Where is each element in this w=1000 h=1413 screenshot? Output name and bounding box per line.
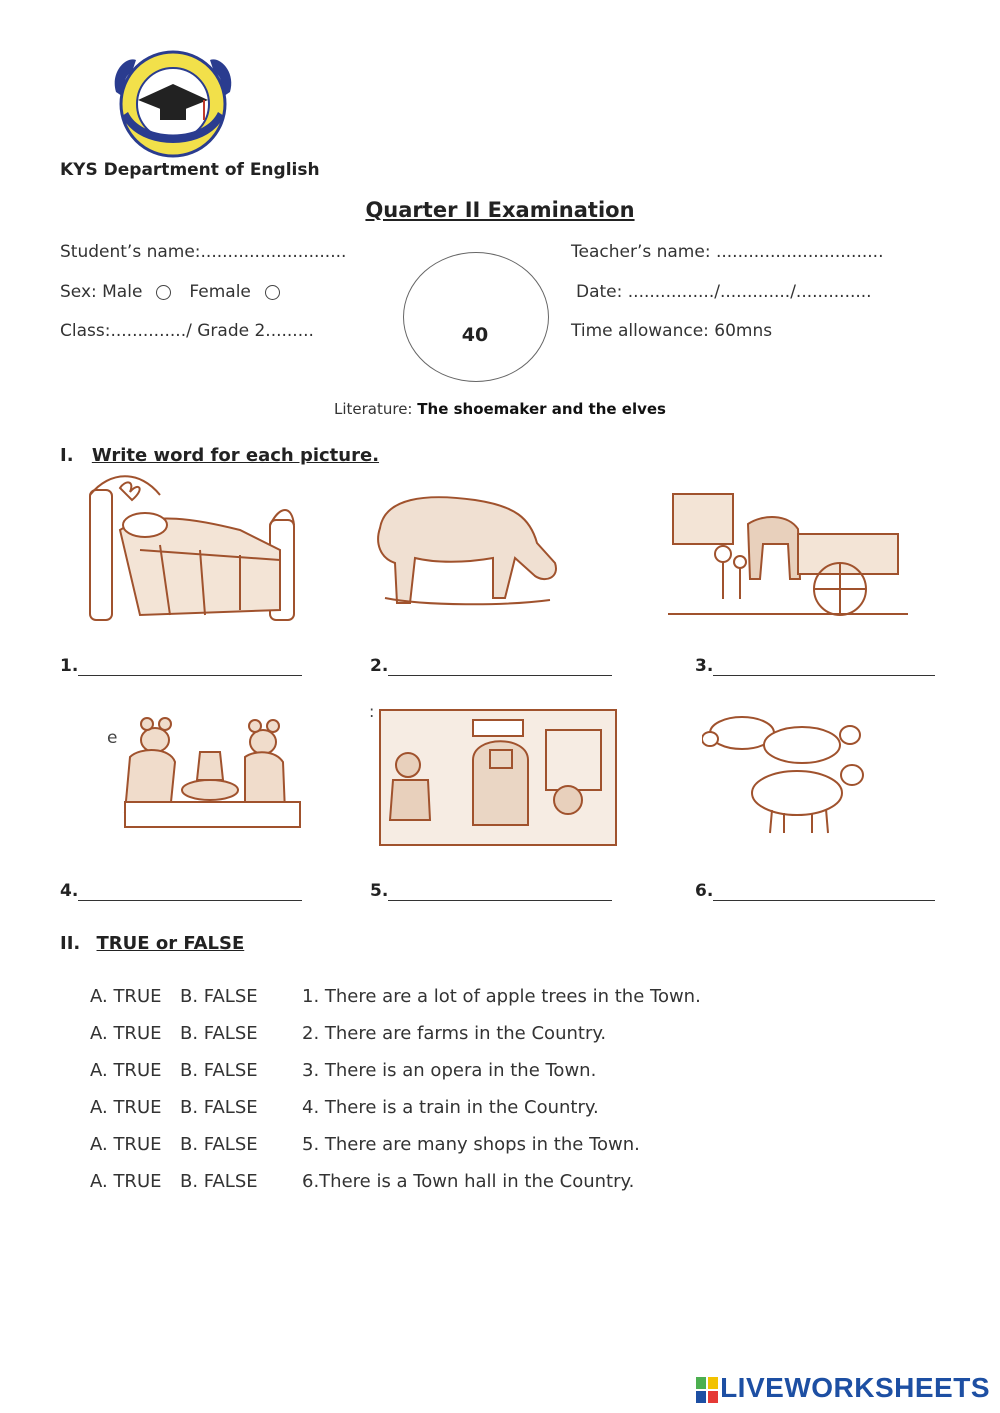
sex-male-label: Sex: Male [60,282,143,302]
section-1-number: I. [60,445,74,466]
answer-5[interactable] [370,881,612,901]
answer-2-number: 2. [370,656,389,676]
mice-eating-picture [85,712,335,842]
liveworksheets-text: LIVEWORKSHEETS [720,1372,990,1403]
tf-row-4 [90,1097,599,1118]
horse-cart-picture [668,484,908,624]
option-true[interactable]: A. TRUE [90,1023,162,1044]
sex-field [60,282,298,302]
answer-2[interactable] [370,656,612,676]
literature-line [0,400,1000,418]
answer-4[interactable] [60,881,302,901]
section-2-heading [60,933,244,954]
statement-4: 4. There is a train in the Country. [302,1097,599,1118]
option-false[interactable]: B. FALSE [180,1060,258,1081]
answer-5-line[interactable] [388,885,612,901]
answer-1-line[interactable] [78,660,302,676]
section-2-number: II. [60,933,81,954]
answer-3[interactable] [695,656,935,676]
answer-3-line[interactable] [713,660,935,676]
score-circle [403,252,549,382]
section-1-heading [60,445,379,466]
option-true[interactable]: A. TRUE [90,1060,162,1081]
sheep-picture [702,705,872,840]
stray-mark-colon: : [369,702,375,721]
bed-picture [80,470,305,630]
stray-mark-e: e [107,728,118,748]
statement-1: 1. There are a lot of apple trees in the Town. [302,986,701,1007]
answer-4-number: 4. [60,881,79,901]
tf-row-6 [90,1171,634,1192]
answer-6-number: 6. [695,881,714,901]
answer-2-line[interactable] [388,660,612,676]
literature-title: The shoemaker and the elves [417,400,666,418]
option-true[interactable]: A. TRUE [90,1134,162,1155]
tf-row-5 [90,1134,640,1155]
section-2-title: TRUE or FALSE [96,933,245,954]
statement-6: 6.There is a Town hall in the Country. [302,1171,635,1192]
option-true[interactable]: A. TRUE [90,1097,162,1118]
section-1-title: Write word for each picture. [91,445,380,466]
school-logo [108,42,238,160]
literature-label: Literature: [333,400,413,418]
sex-female-label: Female [189,282,251,302]
statement-3: 3. There is an opera in the Town. [302,1060,597,1081]
answer-4-line[interactable] [78,885,302,901]
score-total: 40 [461,324,489,346]
female-radio[interactable] [265,285,280,300]
option-false[interactable]: B. FALSE [180,1171,258,1192]
tf-row-2 [90,1023,606,1044]
answer-5-number: 5. [370,881,389,901]
option-true[interactable]: A. TRUE [90,986,162,1007]
exam-title: Quarter II Examination [365,198,635,222]
liveworksheets-icon [696,1377,718,1403]
option-false[interactable]: B. FALSE [180,1134,258,1155]
answer-1-number: 1. [60,656,79,676]
answer-6-line[interactable] [713,885,935,901]
option-true[interactable]: A. TRUE [90,1171,162,1192]
option-false[interactable]: B. FALSE [180,1023,258,1044]
male-radio[interactable] [156,285,171,300]
time-allowance: Time allowance: 60mns [571,321,773,341]
department-name: KYS Department of English [60,160,320,180]
statement-2: 2. There are farms in the Country. [302,1023,607,1044]
option-false[interactable]: B. FALSE [180,986,258,1007]
teacher-name-field[interactable]: Teacher’s name: ............................... [571,242,884,262]
house-interior-picture [378,690,618,848]
class-field[interactable]: Class:............../ Grade 2......... [60,321,314,341]
cow-picture [365,488,565,618]
statement-5: 5. There are many shops in the Town. [302,1134,640,1155]
tf-row-1 [90,986,701,1007]
student-name-field[interactable]: Student’s name:........................... [60,242,347,262]
date-field[interactable]: Date: ................/............./.............. [576,282,872,302]
answer-1[interactable] [60,656,302,676]
option-false[interactable]: B. FALSE [180,1097,258,1118]
answer-3-number: 3. [695,656,714,676]
liveworksheets-logo[interactable] [696,1372,990,1404]
tf-row-3 [90,1060,596,1081]
answer-6[interactable] [695,881,935,901]
